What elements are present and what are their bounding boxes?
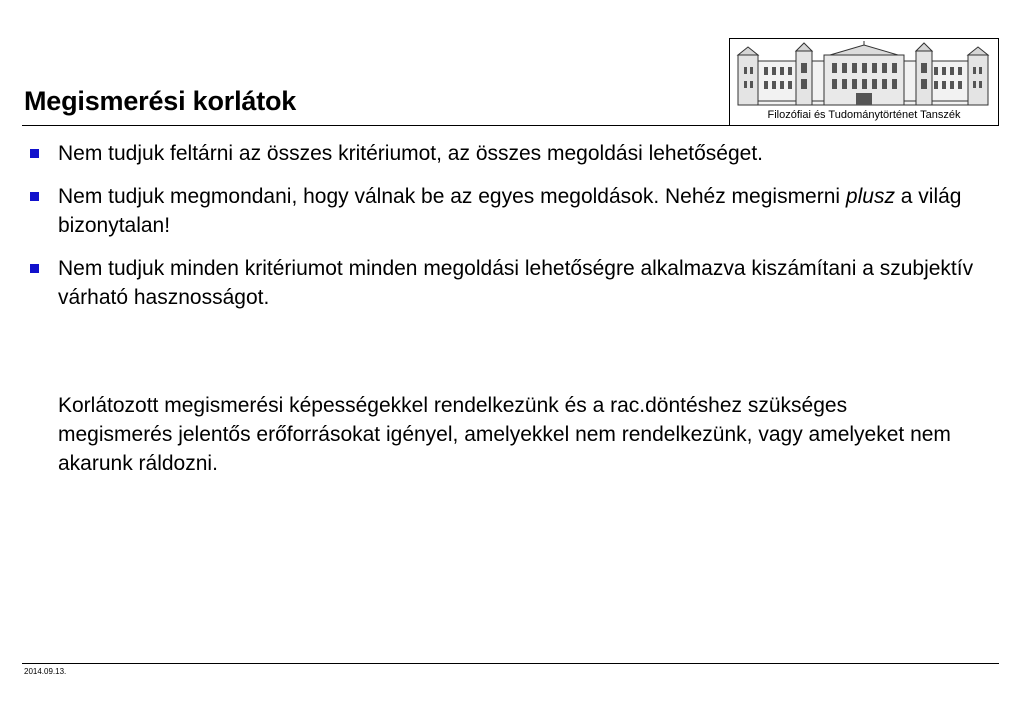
square-bullet-icon [30, 149, 39, 158]
header-divider [22, 125, 999, 126]
department-name: Filozófiai és Tudománytörténet Tanszék [767, 109, 961, 121]
bullet-text: Nem tudjuk megmondani, hogy válnak be az egyes megoldások. Nehéz megismerni [58, 185, 846, 208]
summary-paragraph: Korlátozott megismerési képességekkel rendelkezünk és a rac.döntéshez szükséges megismerés jelentős erőforrásokat igényel, amelyekkel nem rendelkezünk, vagy amelyeket nem akarunk ráldozni. [58, 394, 951, 475]
list-item [30, 254, 980, 312]
bullet-text: Nem tudjuk minden kritériumot minden megoldási lehetőségre alkalmazva kiszámítani a szubjektív várható hasznosságot. [58, 257, 974, 309]
university-building-logo [734, 41, 994, 107]
logo-panel [729, 38, 999, 126]
slide-date: 2014.09.13. [24, 667, 67, 676]
bullet-emphasis: plusz [845, 185, 895, 208]
bullet-text-continued: a világ bizonytalan! [58, 185, 962, 237]
list-item [30, 182, 980, 240]
square-bullet-icon [30, 264, 39, 273]
list-item [30, 139, 980, 168]
bullet-list [30, 139, 980, 326]
footer-divider [22, 663, 999, 664]
slide-title: Megismerési korlátok [24, 86, 297, 116]
bullet-text: Nem tudjuk feltárni az összes kritériumot, az összes megoldási lehetőséget. [58, 142, 763, 165]
square-bullet-icon [30, 192, 39, 201]
